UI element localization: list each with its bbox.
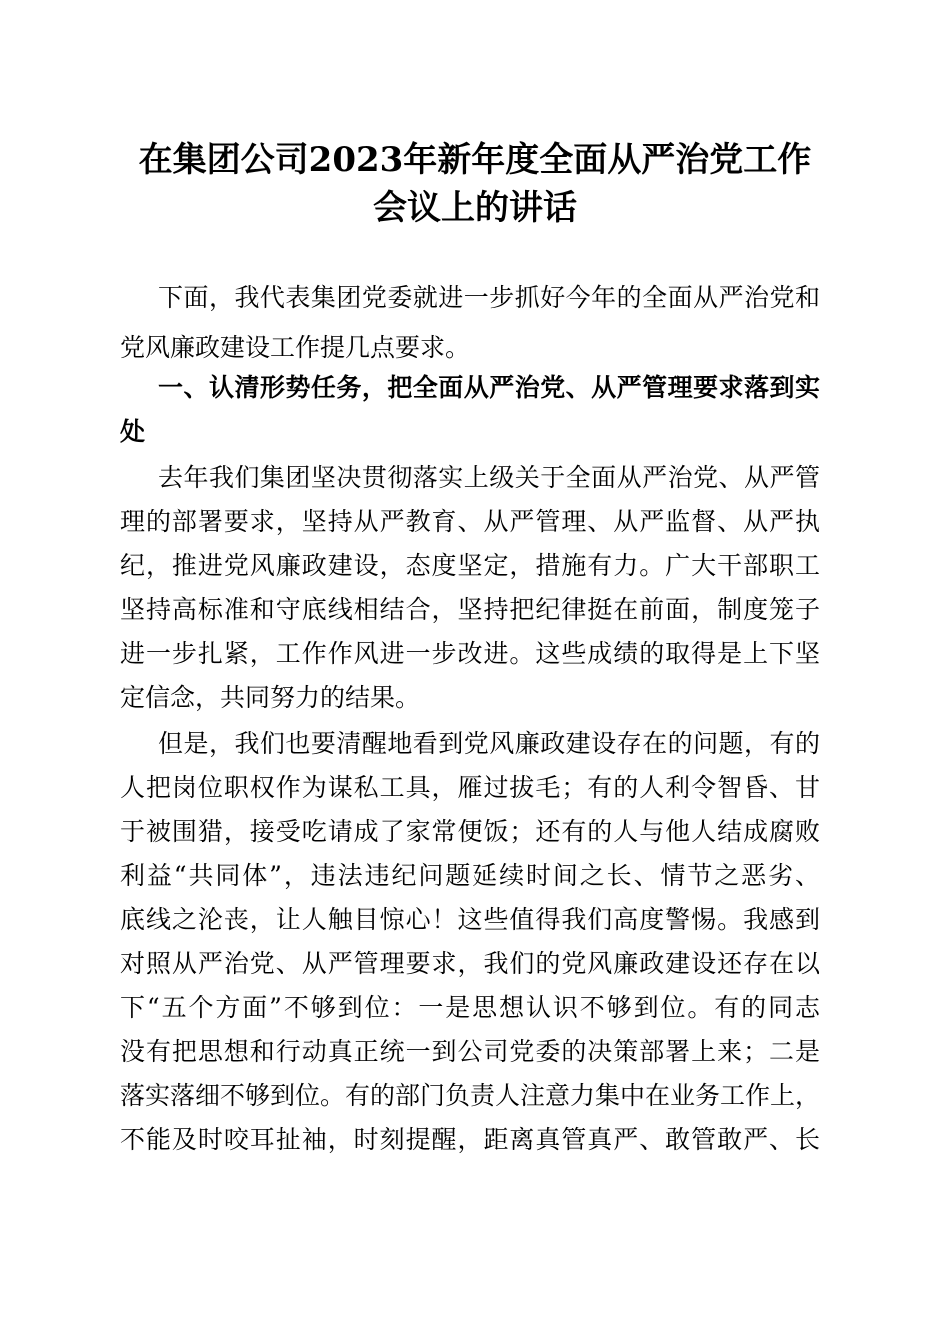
paragraph-line: 坚持高标准和守底线相结合，坚持把纪律挺在前面，制度笼子 bbox=[120, 595, 820, 624]
paragraph-line: 但是，我们也要清醒地看到党风廉政建设存在的问题，有的 bbox=[158, 729, 820, 758]
paragraph-line: 落实落细不够到位。有的部门负责人注意力集中在业务工作上， bbox=[120, 1081, 821, 1110]
paragraph-line: 进一步扎紧，工作作风进一步改进。这些成绩的取得是上下坚 bbox=[120, 639, 820, 668]
paragraph-line: 人把岗位职权作为谋私工具，雁过拔毛；有的人利令智昏、甘 bbox=[120, 773, 820, 802]
paragraph-line: 去年我们集团坚决贯彻落实上级关于全面从严治党、从严管 bbox=[158, 463, 820, 492]
document-title-line-2: 会议上的讲话 bbox=[373, 188, 577, 228]
paragraph-line: 下“五个方面”不够到位：一是思想认识不够到位。有的同志 bbox=[120, 993, 820, 1022]
paragraph-line: 底线之沦丧，让人触目惊心！这些值得我们高度警惕。我感到 bbox=[120, 905, 820, 934]
paragraph-line: 下面，我代表集团党委就进一步抓好今年的全面从严治党和 bbox=[158, 283, 820, 312]
paragraph-line: 党风廉政建设工作提几点要求。 bbox=[120, 333, 471, 362]
document-title-line-1: 在集团公司2023年新年度全面从严治党工作 bbox=[138, 140, 812, 180]
paragraph-line: 纪，推进党风廉政建设，态度坚定，措施有力。广大干部职工 bbox=[120, 551, 820, 580]
paragraph-line: 于被围猎，接受吃请成了家常便饭；还有的人与他人结成腐败 bbox=[120, 817, 820, 846]
paragraph-line: 对照从严治党、从严管理要求，我们的党风廉政建设还存在以 bbox=[120, 949, 820, 978]
paragraph-line: 不能及时咬耳扯袖，时刻提醒，距离真管真严、敢管敢严、长 bbox=[120, 1125, 820, 1154]
section-heading-line: 处 bbox=[120, 417, 146, 446]
paragraph-line: 理的部署要求，坚持从严教育、从严管理、从严监督、从严执 bbox=[120, 507, 820, 536]
paragraph-line: 利益“共同体”，违法违纪问题延续时间之长、情节之恶劣、 bbox=[120, 861, 820, 890]
section-heading-line: 一、认清形势任务，把全面从严治党、从严管理要求落到实 bbox=[158, 373, 820, 402]
paragraph-line: 定信念，共同努力的结果。 bbox=[120, 683, 421, 712]
paragraph-line: 没有把思想和行动真正统一到公司党委的决策部署上来；二是 bbox=[120, 1037, 820, 1066]
